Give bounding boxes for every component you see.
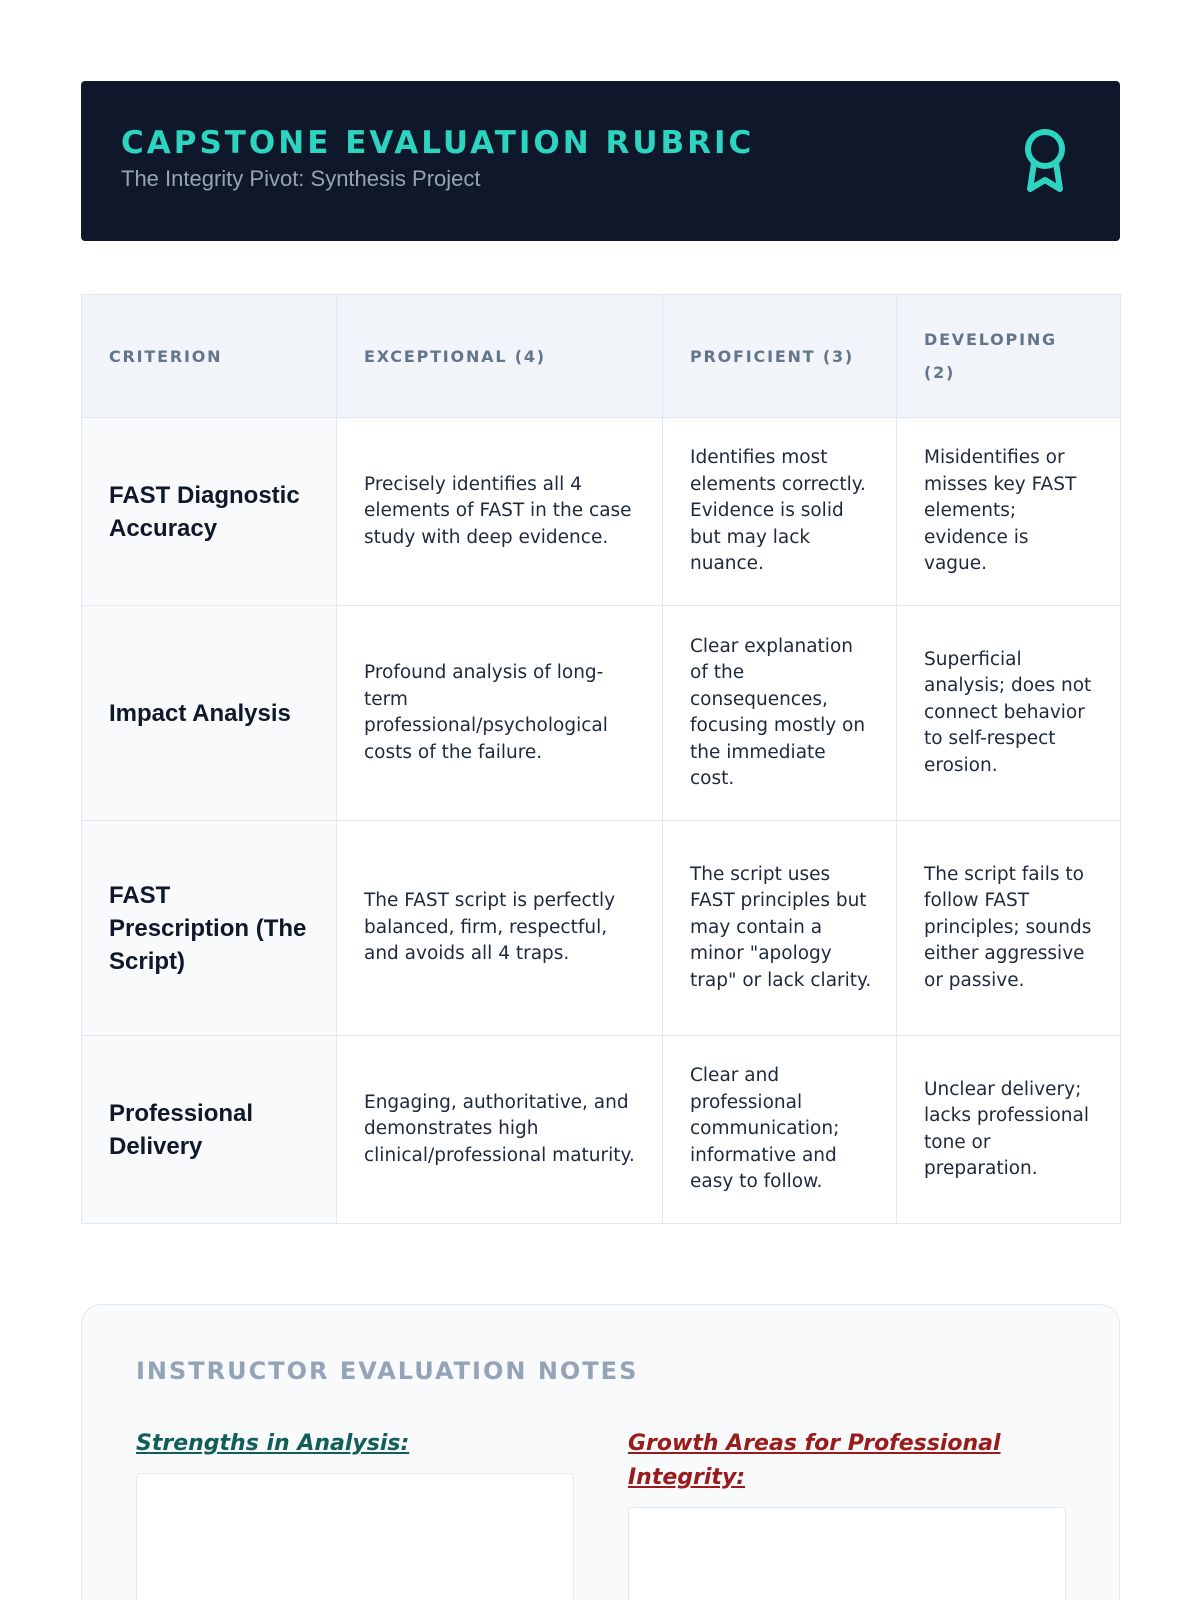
criterion-cell: FAST Diagnostic Accuracy	[82, 418, 337, 606]
table-row	[82, 1036, 1121, 1224]
developing-cell: The script fails to follow FAST principles; sounds either aggressive or passive.	[897, 821, 1121, 1036]
page-title: CAPSTONE EVALUATION RUBRIC	[121, 125, 755, 161]
criterion-cell: FAST Prescription (The Script)	[82, 821, 337, 1036]
strengths-section	[136, 1427, 574, 1600]
growth-areas-label: Growth Areas for Professional Integrity:	[628, 1431, 1001, 1490]
column-header-developing: DEVELOPING (2)	[897, 295, 1121, 418]
table-row	[82, 821, 1121, 1036]
exceptional-cell: Precisely identifies all 4 elements of FAST in the case study with deep evidence.	[337, 418, 663, 606]
proficient-cell: Clear explanation of the consequences, focusing mostly on the immediate cost.	[663, 606, 897, 821]
column-header-proficient: PROFICIENT (3)	[663, 295, 897, 418]
growth-areas-notes-field[interactable]	[628, 1507, 1066, 1600]
strengths-notes-field[interactable]	[136, 1473, 574, 1600]
developing-cell: Superficial analysis; does not connect behavior to self-respect erosion.	[897, 606, 1121, 821]
table-row	[82, 606, 1121, 821]
exceptional-cell: Engaging, authoritative, and demonstrates high clinical/professional maturity.	[337, 1036, 663, 1224]
criterion-cell: Professional Delivery	[82, 1036, 337, 1224]
notes-title: INSTRUCTOR EVALUATION NOTES	[136, 1357, 639, 1385]
exceptional-cell: The FAST script is perfectly balanced, firm, respectful, and avoids all 4 traps.	[337, 821, 663, 1036]
exceptional-cell: Profound analysis of long-term professional/psychological costs of the failure.	[337, 606, 663, 821]
strengths-label: Strengths in Analysis:	[136, 1431, 410, 1456]
proficient-cell: Clear and professional communication; informative and easy to follow.	[663, 1036, 897, 1224]
proficient-cell: The script uses FAST principles but may contain a minor "apology trap" or lack clarity.	[663, 821, 897, 1036]
column-header-exceptional: EXCEPTIONAL (4)	[337, 295, 663, 418]
instructor-notes-card	[81, 1304, 1120, 1600]
page-subtitle: The Integrity Pivot: Synthesis Project	[121, 166, 481, 191]
rubric-table	[81, 294, 1121, 1224]
developing-cell: Misidentifies or misses key FAST elements; evidence is vague.	[897, 418, 1121, 606]
growth-section	[628, 1427, 1066, 1600]
proficient-cell: Identifies most elements correctly. Evidence is solid but may lack nuance.	[663, 418, 897, 606]
table-row	[82, 418, 1121, 606]
award-ribbon-icon	[1022, 127, 1068, 193]
column-header-criterion: CRITERION	[82, 295, 337, 418]
rubric-header	[81, 81, 1120, 241]
criterion-cell: Impact Analysis	[82, 606, 337, 821]
developing-cell: Unclear delivery; lacks professional tone or preparation.	[897, 1036, 1121, 1224]
table-header-row	[82, 295, 1121, 418]
